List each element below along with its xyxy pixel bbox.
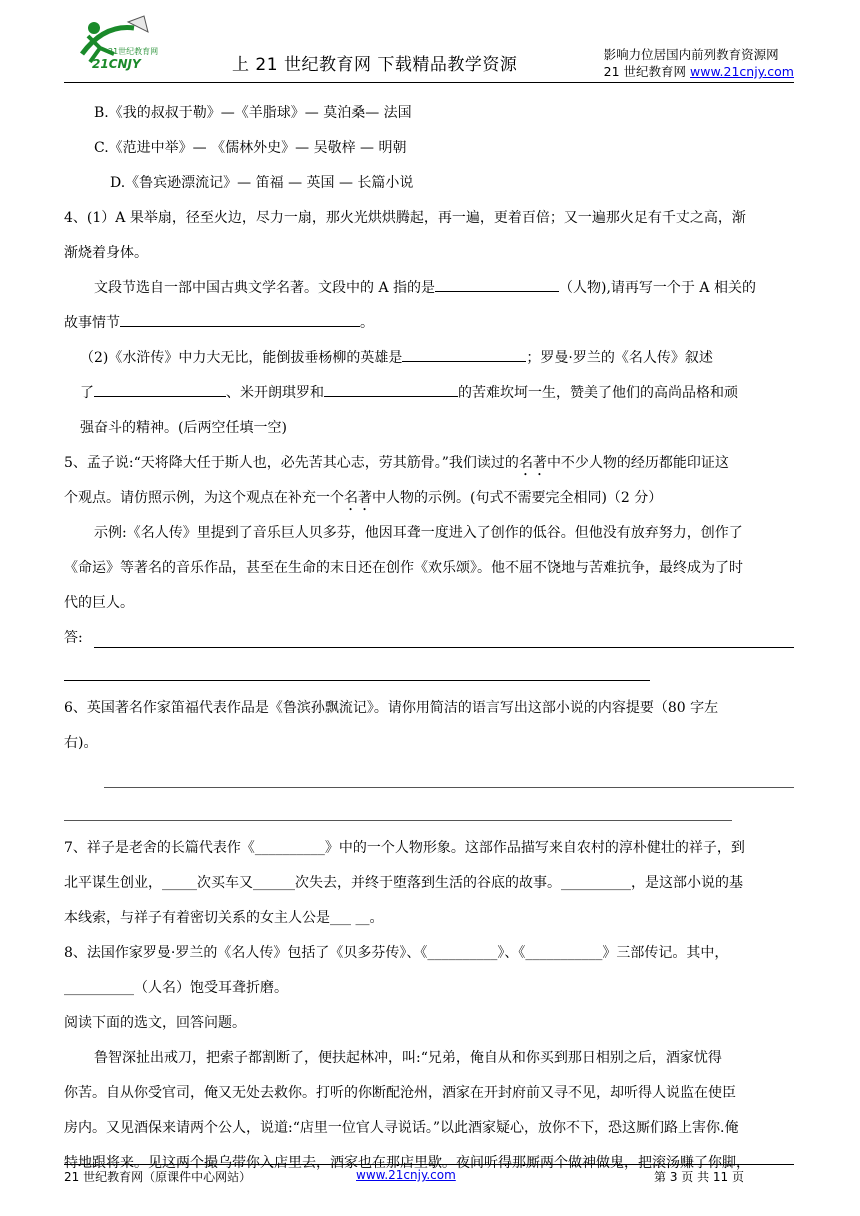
passage-line2: 你苦。自从你受官司，俺又无处去救你。打听的你断配沧州，酒家在开封府前又寻不见，却听得人说监在使臣 — [64, 1085, 736, 1101]
passage-line1: 鲁智深扯出戒刀，把索子都割断了，便扶起林冲，叫:“兄弟，俺自从和你买到那日相别之后，酒家忧得 — [94, 1050, 722, 1066]
answer-row-2 — [64, 656, 794, 691]
answer-blank[interactable] — [94, 382, 226, 397]
answer-line[interactable] — [64, 666, 650, 681]
question-5-line2: 个观点。请仿照示例，为这个观点在补充一个名著中人物的示例。(句式不需要完全相同)（2 分） — [64, 490, 663, 506]
answer-line[interactable] — [94, 633, 794, 648]
page-header — [0, 0, 860, 90]
example-line3: 代的巨人。 — [64, 595, 134, 611]
answer-row-4 — [64, 796, 794, 831]
option-c: C.《范进中举》— 《儒林外史》— 吴敬梓 — 明朝 — [94, 140, 407, 156]
header-site-link[interactable]: www.21cnjy.com — [690, 64, 794, 79]
reading-instruction: 阅读下面的选文，回答问题。 — [64, 1015, 246, 1031]
header-slogan: 影响力位居国内前列教育资源网 — [603, 47, 779, 62]
answer-blank[interactable] — [324, 382, 458, 397]
answer-row: 答: — [64, 621, 794, 656]
header-site-line: 21 世纪教育网 www.21cnjy.com — [603, 64, 794, 79]
question-8-line2: __________（人名）饱受耳聋折磨。 — [64, 980, 288, 996]
answer-blank[interactable] — [402, 347, 526, 362]
footer-divider — [64, 1164, 794, 1165]
site-logo — [64, 14, 184, 78]
example-line2: 《命运》等著名的音乐作品，甚至在生命的末日还在创作《欢乐颂》。他不屈不饶地与苦难抗争，最终成为了时 — [64, 560, 743, 576]
header-right-info — [604, 46, 794, 80]
passage-line4: 特地跟将来。见这两个撮乌带你入店里去，酒家也在那店里歇。夜间听得那厮两个做神做鬼，把滚汤赚了你脚， — [64, 1155, 750, 1171]
option-d: D.《鲁宾逊漂流记》— 笛福 — 英国 — 长篇小说 — [110, 175, 414, 191]
question-6-line1: 6、英国著名作家笛福代表作品是《鲁滨孙飘流记》。请你用简洁的语言写出这部小说的内容提要（80 字左 — [64, 700, 719, 716]
header-title: 上 21 世纪教育网 下载精品教学资源 — [232, 55, 518, 75]
answer-line[interactable] — [64, 806, 732, 821]
answer-line[interactable] — [104, 773, 794, 788]
answer-blank[interactable] — [120, 312, 360, 327]
page-number: 第 3 页 共 11 页 — [654, 1170, 744, 1184]
question-4-line2: 渐烧着身体。 — [64, 245, 148, 261]
question-4-2-line3: 强奋斗的精神。(后两空任填一空) — [80, 420, 287, 436]
svg-text:21世纪教育网: 21世纪教育网 — [108, 47, 159, 56]
question-5-line1: 5、孟子说:“天将降大任于斯人也，必先苦其心志，劳其筋骨。”我们读过的名著中不少人物的经历都能印证这 — [64, 455, 729, 471]
question-7-line2: 北平谋生创业，_____次买车又______次失去，并终于堕落到生活的谷底的故事。__________，是这部小说的基 — [64, 875, 743, 891]
option-b: B.《我的叔叔于勒》—《羊脂球》— 莫泊桑— 法国 — [94, 105, 412, 121]
footer-site-name: 21 世纪教育网（原课件中心网站） — [64, 1170, 252, 1184]
svg-text:21CNJY: 21CNJY — [92, 57, 141, 71]
question-4-2-line2: 了 、米开朗琪罗和 的苦难坎坷一生，赞美了他们的高尚品格和顽 — [64, 376, 794, 411]
example-line1: 示例:《名人传》里提到了音乐巨人贝多芬，他因耳聋一度进入了创作的低谷。但他没有放弃努力，创作了 — [94, 525, 743, 541]
question-6-line2: 右)。 — [64, 735, 98, 751]
answer-blank[interactable] — [435, 277, 559, 292]
question-4-line4: 故事情节 。 — [64, 306, 794, 341]
question-4-2-line1: （2)《水浒传》中力大无比，能倒拔垂杨柳的英雄是 ；罗曼·罗兰的《名人传》叙述 — [64, 341, 794, 376]
passage-line3: 房内。又见酒保来请两个公人，说道:“店里一位官人寻说话。”以此酒家疑心，放你不下，恐这厮们路上害你.俺 — [64, 1120, 739, 1136]
footer-site-link[interactable]: www.21cnjy.com — [356, 1168, 456, 1182]
question-4-line1: 4、(1）A 果举扇，径至火边，尽力一扇，那火光烘烘腾起，再一遍，更着百倍；又一遍那火足有千丈之高，渐 — [64, 210, 746, 226]
question-7-line3: 本线索，与祥子有着密切关系的女主人公是___ __。 — [64, 910, 384, 926]
question-8-line1: 8、法国作家罗曼·罗兰的《名人传》包括了《贝多芬传》、《__________》、《___________》三部传记。其中， — [64, 945, 729, 961]
header-divider — [64, 82, 794, 83]
question-4-line3: 文段节选自一部中国古典文学名著。文段中的 A 指的是 （人物),请再写一个于 A 相关的 — [64, 271, 794, 306]
document-body — [64, 96, 794, 1181]
answer-row-3 — [64, 761, 794, 796]
question-7-line1: 7、祥子是老舍的长篇代表作《__________》中的一个人物形象。这部作品描写来自农村的淳朴健壮的祥子，到 — [64, 840, 745, 856]
